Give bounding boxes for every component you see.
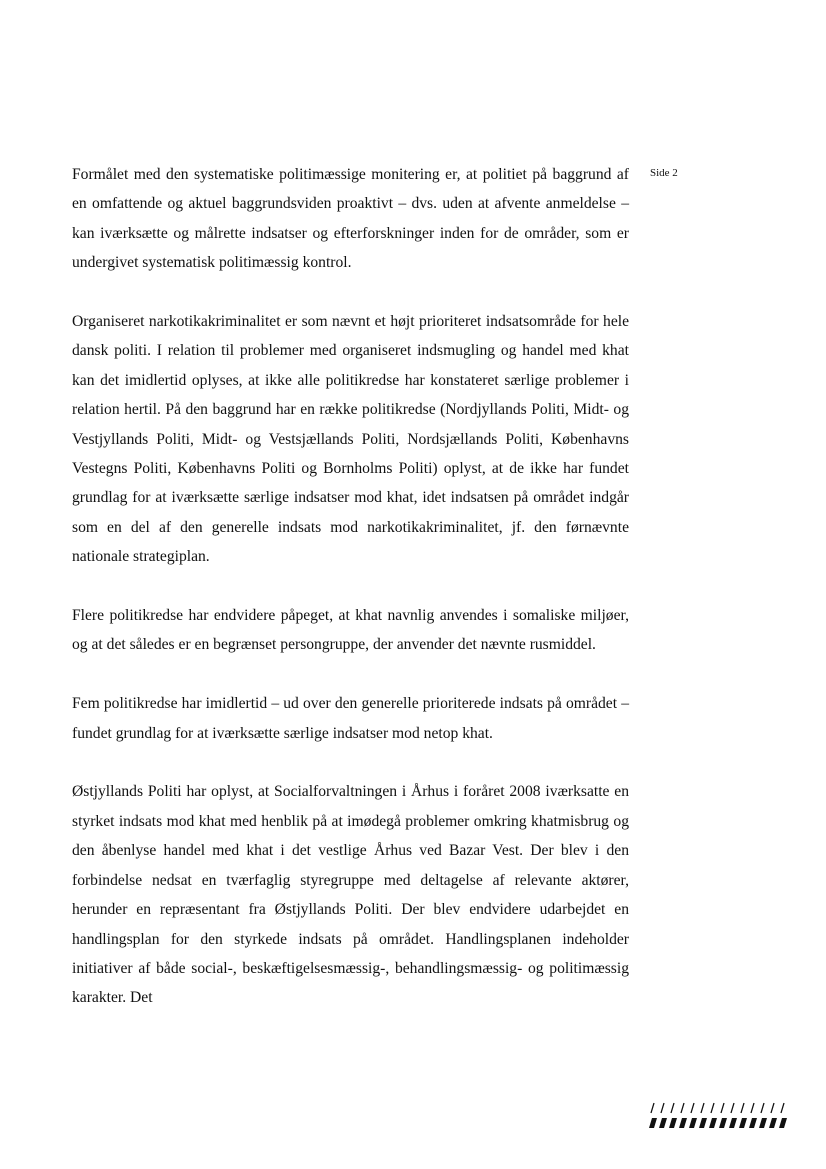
logo-thick-stripe — [709, 1118, 717, 1128]
logo-thick-stripe — [729, 1118, 737, 1128]
logo-thin-stripe — [721, 1103, 724, 1113]
paragraph-somali-communities: Flere politikredse har endvidere påpeget, at khat navnlig anvendes i somaliske miljøer, og at det således er en begrænset persongruppe, der anvender det nævnte rusmiddel. — [72, 607, 629, 654]
logo-thick-stripe — [759, 1118, 767, 1128]
logo-thin-stripe — [691, 1103, 694, 1113]
logo-thick-stripe — [769, 1118, 777, 1128]
logo-thick-stripe — [719, 1118, 727, 1128]
paragraph-east-jutland-police: Østjyllands Politi har oplyst, at Socialforvaltningen i Århus i foråret 2008 iværksatte en styrket indsats mod khat med henblik på at imødegå problemer omkring khatmisbrug og den åbenlyse handel med khat i det vestlige Århus ved Bazar Vest. Der blev i den forbindelse nedsat en tværfaglig styregruppe med deltagelse af relevante aktører, herunder en repræsentant fra Østjyllands Politi. Der blev endvidere udarbejdet en handlingsplan for den styrkede indsats på området. Handlingsplanen indeholder initiativer af både social-, beskæftigelsesmæssig-, behandlingsmæssig- og politimæssig karakter. Det — [72, 783, 629, 1007]
logo-thin-stripe — [731, 1103, 734, 1113]
logo-thick-stripe — [669, 1118, 677, 1128]
logo-thick-stripe — [689, 1118, 697, 1128]
logo-thin-stripe — [701, 1103, 704, 1113]
logo-thin-stripe — [781, 1103, 784, 1113]
document-body — [72, 160, 629, 1013]
paragraph-monitoring-purpose: Formålet med den systematiske politimæssige monitering er, at politiet på baggrund af en omfattende og aktuel baggrundsviden proaktivt – dvs. uden at afvente anmeldelse – kan iværksætte og målrette indsatser og efterforskninger inden for de områder, som er undergivet systematisk politimæssig kontrol. — [72, 166, 629, 272]
logo-thick-stripe — [659, 1118, 667, 1128]
logo-thin-stripe — [751, 1103, 754, 1113]
ministry-logo-icon — [648, 1101, 788, 1131]
page-number-label: Side 2 — [650, 167, 678, 179]
logo-thin-stripe — [681, 1103, 684, 1113]
logo-thick-stripe — [699, 1118, 707, 1128]
logo-thin-stripe — [741, 1103, 744, 1113]
logo-thin-stripe — [711, 1103, 714, 1113]
logo-thin-stripe — [771, 1103, 774, 1113]
paragraph-organised-crime: Organiseret narkotikakriminalitet er som nævnt et højt prioriteret indsatsområde for hele dansk politi. I relation til problemer med organiseret indsmugling og handel med khat kan det imidlertid oplyses, at ikke alle politikredse har konstateret særlige problemer i relation hertil. På den baggrund har en række politikredse (Nordjyllands Politi, Midt- og Vestjyllands Politi, Midt- og Vestsjællands Politi, Nordsjællands Politi, Københavns Vestegns Politi, Københavns Politi og Bornholms Politi) oplyst, at de ikke har fundet grundlag for at iværksætte særlige indsatser mod khat, idet indsatsen på området indgår som en del af den generelle indsats mod narkotikakriminalitet, jf. den førnævnte nationale strategiplan. — [72, 313, 629, 566]
logo-thin-stripe — [651, 1103, 654, 1113]
logo-thin-stripe — [661, 1103, 664, 1113]
logo-thick-stripe — [649, 1118, 657, 1128]
logo-thick-stripe — [749, 1118, 757, 1128]
logo-thin-stripe — [671, 1103, 674, 1113]
logo-thin-stripe — [761, 1103, 764, 1113]
logo-thick-stripe — [779, 1118, 787, 1128]
logo-thick-stripe — [679, 1118, 687, 1128]
paragraph-five-districts: Fem politikredse har imidlertid – ud over den generelle prioriterede indsats på området – fundet grundlag for at iværksætte særlige indsatser mod netop khat. — [72, 695, 629, 742]
logo-thick-stripe — [739, 1118, 747, 1128]
